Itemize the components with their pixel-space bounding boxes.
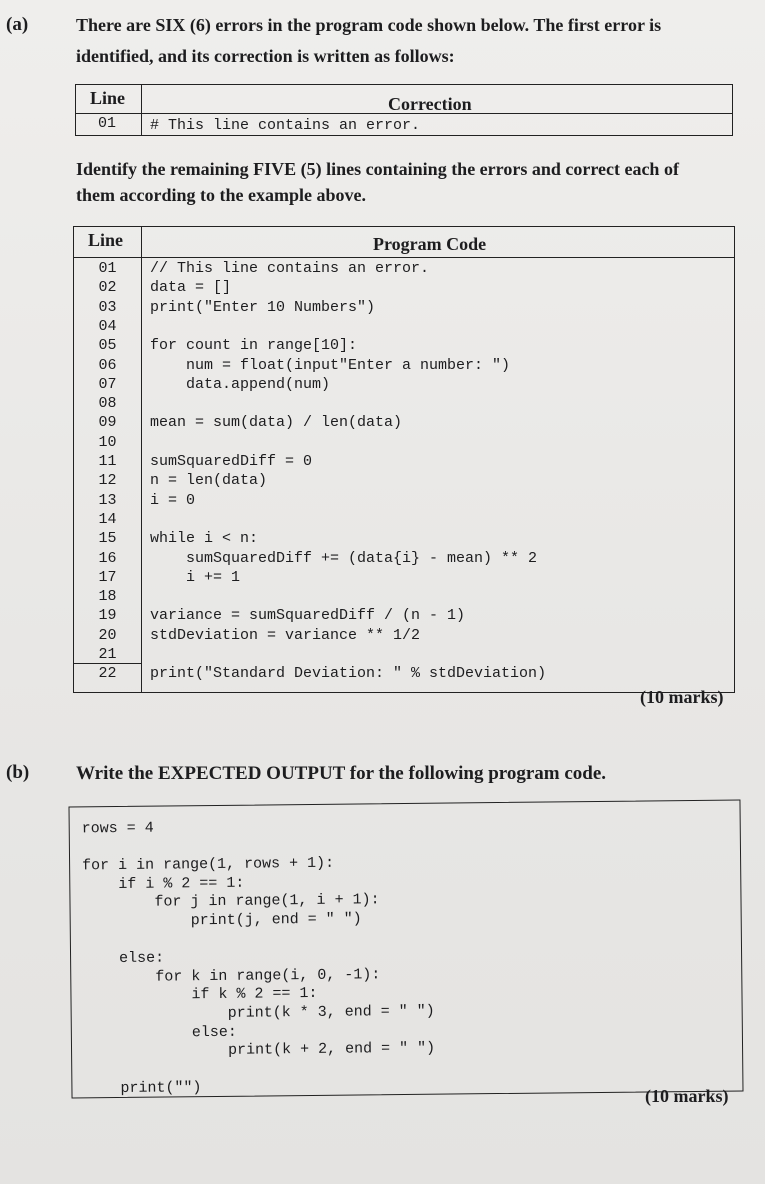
code-line-number: 01 [98, 260, 117, 277]
part-b-code-line: print(j, end = " ") [82, 910, 362, 931]
code-line-text: sumSquaredDiff = 0 [150, 453, 313, 470]
code-line-number: 18 [98, 588, 117, 606]
part-b-code-line: if i % 2 == 1: [82, 874, 245, 894]
code-line-number: 21 [98, 646, 117, 663]
code-row [74, 568, 734, 587]
example-row-correction: # This line contains an error. [150, 117, 421, 134]
part-a-instruction-line2: them according to the example above. [76, 185, 366, 205]
code-line-number: 06 [98, 356, 117, 374]
code-line-number: 07 [98, 375, 117, 393]
code-line-text: n = len(data) [150, 472, 268, 490]
code-line-number: 15 [98, 530, 117, 548]
code-line-number: 03 [98, 298, 117, 316]
part-b-code-line: else: [82, 949, 165, 968]
code-line-number: 09 [98, 414, 117, 432]
code-line-text: stdDeviation = variance ** 1/2 [150, 626, 421, 644]
code-line-text: // This line contains an error. [150, 260, 430, 277]
code-row [74, 587, 734, 606]
code-line-number: 17 [98, 568, 117, 586]
part-a-intro-line1: There are SIX (6) errors in the program code shown below. The first error is [76, 15, 662, 35]
part-b-code-line: for j in range(1, i + 1): [82, 891, 380, 912]
example-col-correction: Correction [388, 94, 472, 114]
code-line-text: num = float(input"Enter a number: ") [150, 356, 511, 374]
code-line-text: mean = sum(data) / len(data) [150, 414, 403, 432]
code-line-number: 02 [98, 279, 117, 297]
code-row [74, 645, 734, 664]
code-line-number: 04 [98, 317, 117, 335]
part-b-code-line: print(k + 2, end = " ") [83, 1039, 436, 1061]
code-line-text: print("Enter 10 Numbers") [150, 298, 376, 316]
code-row [74, 298, 734, 317]
example-table [75, 84, 733, 136]
code-line-number: 08 [98, 395, 117, 413]
code-line-number: 11 [98, 453, 117, 470]
code-line-number: 14 [98, 510, 117, 528]
code-line-text: while i < n: [150, 530, 259, 548]
code-line-text: data = [] [150, 279, 232, 297]
code-row [74, 375, 734, 394]
code-line-number: 10 [98, 433, 117, 451]
code-row [74, 471, 734, 490]
program-code-table [73, 226, 735, 693]
code-line-number: 22 [98, 665, 117, 683]
code-row [74, 549, 734, 568]
part-b-code-line: for i in range(1, rows + 1): [82, 854, 335, 875]
code-row [74, 433, 734, 452]
code-row [74, 278, 734, 297]
code-line-text: print("Standard Deviation: " % stdDeviation) [150, 665, 547, 683]
code-line-text: for count in range[10]: [150, 337, 358, 355]
example-row-line: 01 [98, 115, 117, 132]
code-line-number: 13 [98, 491, 117, 509]
code-row [74, 529, 734, 548]
code-row [74, 413, 734, 432]
part-b-question: Write the EXPECTED OUTPUT for the following program code. [76, 763, 607, 784]
code-row [74, 626, 734, 645]
code-row [74, 317, 734, 336]
code-line-text: i = 0 [150, 491, 196, 509]
code-row [74, 336, 734, 355]
code-row [74, 606, 734, 625]
code-line-number: 12 [98, 472, 117, 490]
code-col-line: Line [88, 230, 124, 250]
part-a-label: (a) [6, 14, 29, 35]
code-row [74, 394, 734, 413]
part-a-intro-line2: identified, and its correction is written as follows: [76, 46, 455, 66]
part-b-code-line: else: [83, 1023, 237, 1042]
code-line-number: 20 [98, 626, 117, 644]
code-line-text: variance = sumSquaredDiff / (n - 1) [150, 607, 466, 625]
code-line-number: 05 [98, 337, 117, 355]
code-row [74, 452, 734, 471]
part-b-code-line: print("") [84, 1079, 202, 1098]
part-b-label: (b) [6, 762, 30, 783]
code-line-text: data.append(num) [150, 375, 331, 393]
code-col-program-code: Program Code [373, 234, 487, 254]
part-b-code-line: if k % 2 == 1: [83, 985, 318, 1005]
code-line-number: 16 [98, 549, 117, 567]
example-col-line: Line [90, 88, 126, 108]
code-line-text: sumSquaredDiff += (data{i} - mean) ** 2 [150, 549, 538, 567]
part-b-code-line: rows = 4 [81, 819, 154, 838]
code-line-number: 19 [98, 607, 117, 625]
part-b-code-line: for k in range(i, 0, -1): [83, 966, 381, 987]
part-a-instruction-line1: Identify the remaining FIVE (5) lines containing the errors and correct each of [76, 159, 679, 179]
part-a-marks: (10 marks) [640, 687, 724, 707]
code-row [74, 259, 734, 278]
part-b-code-line: print(k * 3, end = " ") [83, 1002, 435, 1024]
code-row [74, 356, 734, 375]
code-table-header [74, 227, 734, 258]
code-row [74, 510, 734, 529]
code-row [74, 491, 734, 510]
part-b-marks: (10 marks) [645, 1086, 729, 1106]
part-b-code-box [68, 799, 743, 1098]
code-row [74, 664, 734, 683]
code-line-text: i += 1 [150, 568, 241, 586]
